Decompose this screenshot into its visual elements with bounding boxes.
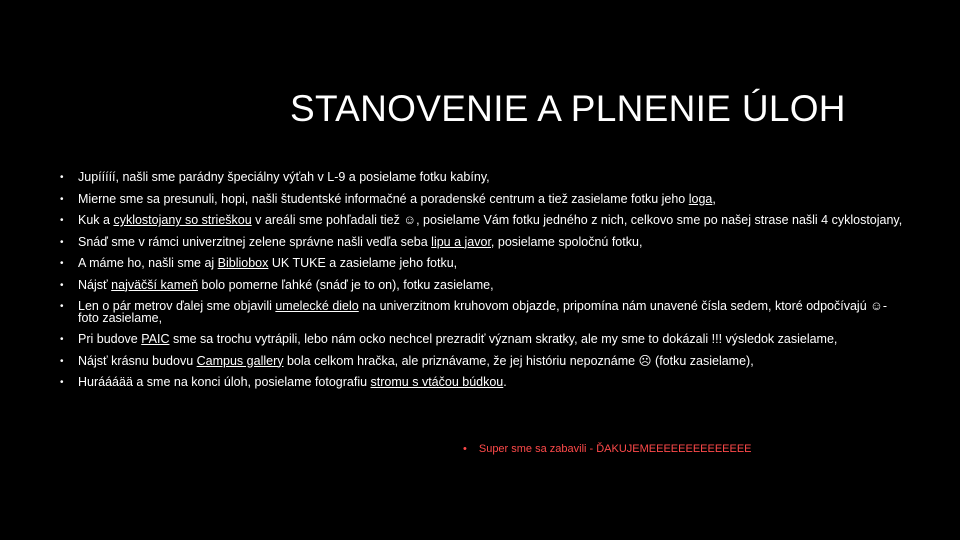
bullet-icon: • bbox=[60, 355, 64, 367]
item-text: UK TUKE a zasielame jeho fotku, bbox=[268, 256, 458, 270]
bullet-icon: • bbox=[60, 172, 64, 183]
bullet-icon: • bbox=[60, 334, 64, 345]
bullet-icon: • bbox=[60, 236, 64, 248]
list-item bbox=[60, 234, 910, 249]
footer-text: Super sme sa zabavili - ĎAKUJEMEEEEEEEEEEEEEE bbox=[478, 443, 752, 455]
item-text: v areáli sme pohľadali tiež ☺, posielame Vám fotku jedného z nich, celkovo sme po našej strase našli 4 cyklostojany, bbox=[251, 213, 903, 227]
linked-text: PAIC bbox=[141, 332, 170, 346]
list-item bbox=[60, 377, 910, 389]
item-text: Snáď sme v rámci univerzitnej zelene správne našli vedľa seba bbox=[78, 234, 432, 249]
item-text: bolo pomerne ľahké (snáď je to on), fotku zasielame, bbox=[198, 277, 494, 292]
item-text: posielame spoločnú fotku, bbox=[494, 234, 643, 249]
list-item bbox=[60, 353, 910, 368]
item-text: na univerzitnom kruhovom objazde, pripomína nám unavené čísla sedem, ktoré odpočívajú ☺- foto zasielame, bbox=[78, 299, 888, 325]
linked-text: stromu s vtáčou búdkou bbox=[370, 375, 504, 389]
bullet-icon: • bbox=[60, 193, 64, 205]
item-text: Nájsť bbox=[78, 277, 112, 292]
list-item bbox=[60, 215, 910, 227]
bullet-icon: • bbox=[60, 258, 64, 269]
linked-text: lipu a javor, bbox=[431, 234, 495, 249]
linked-text: loga bbox=[688, 191, 713, 206]
list-item bbox=[60, 301, 910, 324]
list-item bbox=[60, 258, 910, 270]
item-text: . bbox=[503, 375, 507, 389]
item-text: Jupííííí, našli sme parádny špeciálny výťah v L-9 a posielame fotku kabíny, bbox=[78, 170, 490, 184]
item-text: Nájsť krásnu budovu bbox=[78, 353, 197, 368]
item-text: Len o pár metrov ďalej sme objavili bbox=[78, 299, 276, 313]
bullet-icon: • bbox=[60, 377, 64, 388]
list-item bbox=[60, 191, 910, 206]
list-item bbox=[60, 334, 910, 346]
item-text: Pri budove bbox=[78, 332, 142, 346]
item-text: Kuk a bbox=[78, 213, 114, 227]
linked-text: umelecké dielo bbox=[275, 299, 359, 313]
bullet-icon: • bbox=[60, 301, 64, 312]
item-text: Huráááää a sme na konci úloh, posielame fotografiu bbox=[78, 375, 371, 389]
bullet-list bbox=[60, 172, 910, 399]
linked-text: Bibliobox bbox=[217, 256, 269, 270]
bullet-icon: • bbox=[463, 443, 467, 455]
bullet-icon: • bbox=[60, 279, 64, 291]
linked-text: najväčší kameň bbox=[111, 277, 199, 292]
linked-text: Campus gallery bbox=[196, 353, 284, 368]
footer-note bbox=[463, 443, 752, 455]
list-item bbox=[60, 172, 910, 184]
item-text: Mierne sme sa presunuli, hopi, našli študentské informačné a poradenské centrum a tiež zasielame fotku jeho bbox=[78, 191, 689, 206]
item-text: A máme ho, našli sme aj bbox=[78, 256, 218, 270]
item-text: , bbox=[712, 191, 716, 206]
list-item bbox=[60, 277, 910, 292]
bullet-icon: • bbox=[60, 215, 64, 226]
item-text: bola celkom hračka, ale priznávame, že jej históriu nepoznáme ☹ (fotku zasielame), bbox=[283, 353, 754, 368]
slide-title: STANOVENIE A PLNENIE ÚLOH bbox=[290, 88, 846, 129]
item-text: sme sa trochu vytrápili, lebo nám ocko nechcel prezradiť význam skratky, ale my sme to dokázali !!! výsledok zasielame, bbox=[169, 332, 838, 346]
linked-text: cyklostojany so strieškou bbox=[113, 213, 252, 227]
